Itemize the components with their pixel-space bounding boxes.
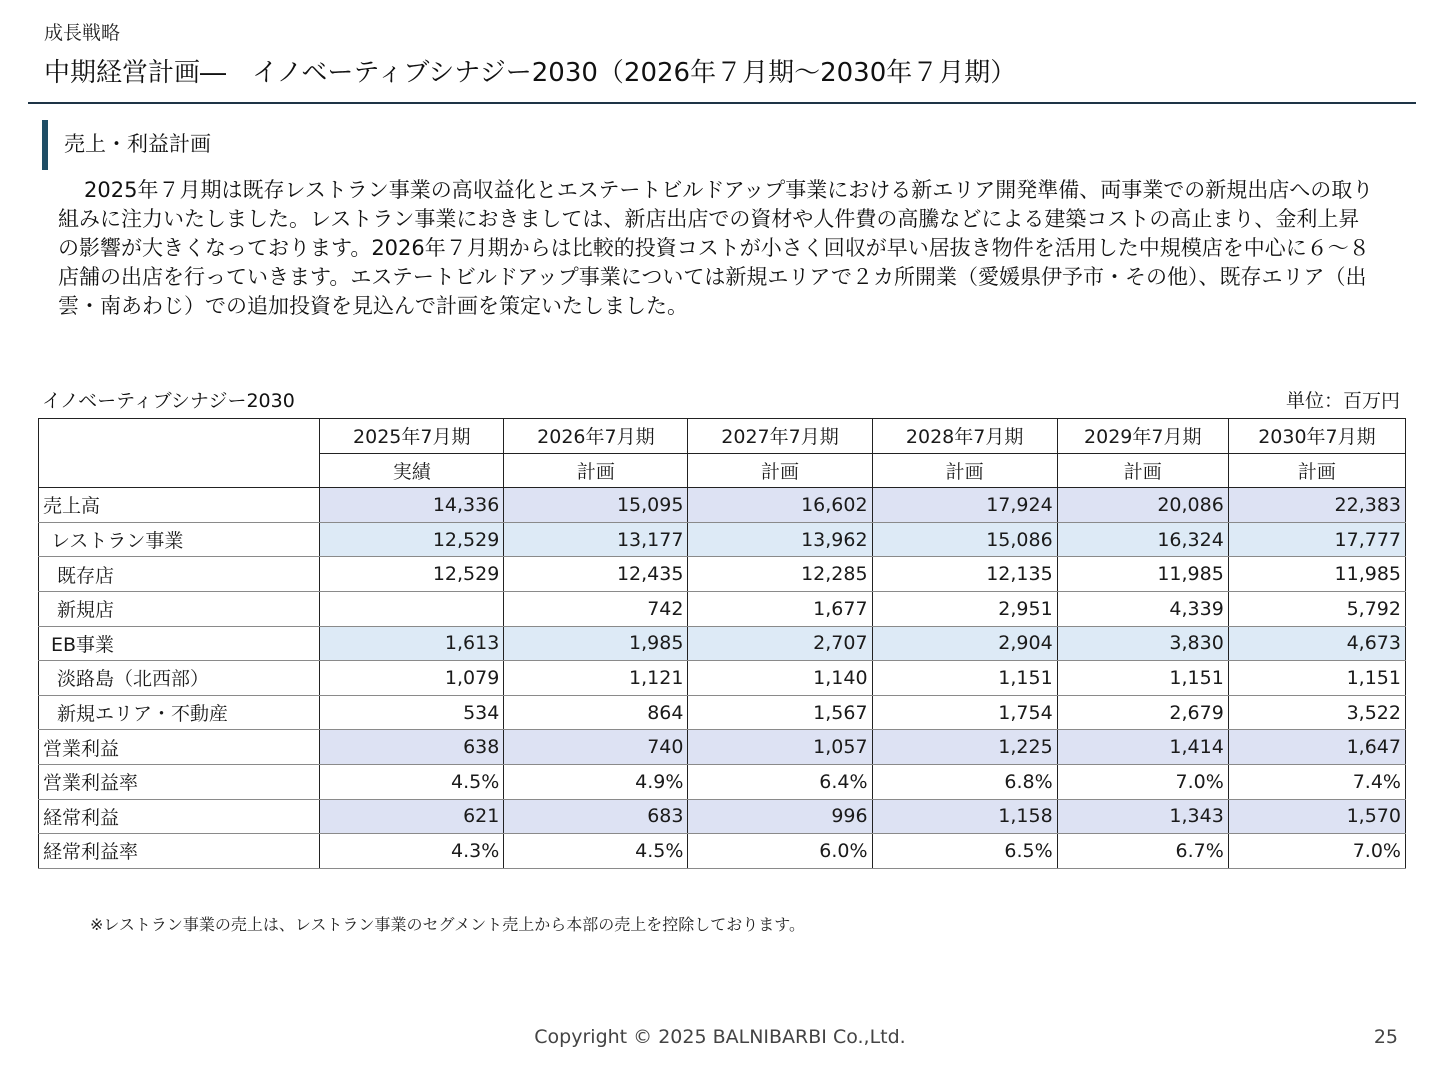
table-cell: 1,570	[1228, 799, 1405, 834]
section-paragraph	[58, 176, 1378, 321]
row-label: 経常利益率	[39, 834, 320, 869]
table-row	[39, 591, 1406, 626]
section-accent-bar	[42, 120, 48, 170]
table-cell: 22,383	[1228, 488, 1405, 523]
table-row	[39, 730, 1406, 765]
table-cell: 742	[504, 591, 688, 626]
table-row	[39, 488, 1406, 523]
table-cell: 6.5%	[872, 834, 1057, 869]
table-cell: 6.4%	[688, 764, 872, 799]
table-cell: 1,754	[872, 695, 1057, 730]
row-label: 新規エリア・不動産	[39, 695, 320, 730]
kind-header: 計画	[688, 453, 872, 488]
table-cell: 7.0%	[1057, 764, 1228, 799]
kind-header: 計画	[1057, 453, 1228, 488]
table-cell: 1,414	[1057, 730, 1228, 765]
copyright: Copyright © 2025 BALNIBARBI Co.,Ltd.	[534, 1026, 906, 1048]
table-cell: 2,679	[1057, 695, 1228, 730]
table-cell: 4,673	[1228, 626, 1405, 661]
table-cell: 1,677	[688, 591, 872, 626]
table-cell: 6.0%	[688, 834, 872, 869]
table-cell: 6.7%	[1057, 834, 1228, 869]
table-row	[39, 522, 1406, 557]
table-cell: 4.5%	[320, 764, 504, 799]
table-cell: 6.8%	[872, 764, 1057, 799]
row-label: 既存店	[39, 557, 320, 592]
period-header: 2025年7月期	[320, 419, 504, 454]
table-cell: 7.0%	[1228, 834, 1405, 869]
section-title: 売上・利益計画	[64, 132, 211, 156]
row-label: 売上高	[39, 488, 320, 523]
table-row	[39, 661, 1406, 696]
plan-table	[38, 418, 1406, 869]
table-cell: 1,158	[872, 799, 1057, 834]
table-cell: 1,140	[688, 661, 872, 696]
row-label: 経常利益	[39, 799, 320, 834]
header-category: 成長戦略	[44, 22, 121, 44]
kind-header: 計画	[504, 453, 688, 488]
table-cell: 15,086	[872, 522, 1057, 557]
table-cell: 1,079	[320, 661, 504, 696]
table-cell: 621	[320, 799, 504, 834]
table-cell: 864	[504, 695, 688, 730]
table-cell: 12,435	[504, 557, 688, 592]
table-cell: 1,225	[872, 730, 1057, 765]
row-label: レストラン事業	[39, 522, 320, 557]
kind-header: 計画	[1228, 453, 1405, 488]
table-cell: 4.3%	[320, 834, 504, 869]
table-unit: 単位：百万円	[1285, 390, 1400, 412]
table-cell: 4,339	[1057, 591, 1228, 626]
table-cell: 12,529	[320, 557, 504, 592]
table-cell: 1,151	[1057, 661, 1228, 696]
table-cell: 1,985	[504, 626, 688, 661]
paragraph-text: 2025年７月期は既存レストラン事業の高収益化とエステートビルドアップ事業における新エリア開発準備、両事業での新規出店への取り組みに注力いたしました。レストラン事業におきましては、新店出店での資材や人件費の高騰などによる建築コストの高止まり、金利上昇の影響が大きくなっております。2026年７月期からは比較的投資コストが小さく回収が早い居抜き物件を活用した中規模店を中心に６～８店舗の出店を行っていきます。エステートビルドアップ事業については新規エリアで２カ所開業（愛媛県伊予市・その他）、既存エリア（出雲・南あわじ）での追加投資を見込んで計画を策定いたしました。	[58, 178, 1374, 318]
period-header-row	[39, 419, 1406, 454]
page-title: 中期経営計画― イノベーティブシナジー2030（2026年７月期～2030年７月期）	[44, 58, 1017, 88]
table-row	[39, 557, 1406, 592]
table-cell: 1,567	[688, 695, 872, 730]
table-cell: 5,792	[1228, 591, 1405, 626]
row-label: EB事業	[39, 626, 320, 661]
table-cell: 1,057	[688, 730, 872, 765]
table-row	[39, 764, 1406, 799]
table-cell: 1,121	[504, 661, 688, 696]
table-cell: 17,777	[1228, 522, 1405, 557]
table-cell: 13,962	[688, 522, 872, 557]
period-header: 2028年7月期	[872, 419, 1057, 454]
table-cell: 3,830	[1057, 626, 1228, 661]
row-label: 営業利益率	[39, 764, 320, 799]
table-cell: 7.4%	[1228, 764, 1405, 799]
table-cell: 1,343	[1057, 799, 1228, 834]
table-cell: 740	[504, 730, 688, 765]
table-cell: 4.5%	[504, 834, 688, 869]
table-row	[39, 626, 1406, 661]
table-cell: 20,086	[1057, 488, 1228, 523]
table-cell: 12,285	[688, 557, 872, 592]
table-cell: 3,522	[1228, 695, 1405, 730]
footnote: ※レストラン事業の売上は、レストラン事業のセグメント売上から本部の売上を控除しております。	[90, 915, 806, 934]
table-cell: 534	[320, 695, 504, 730]
table-cell: 996	[688, 799, 872, 834]
kind-header: 実績	[320, 453, 504, 488]
row-label: 淡路島（北西部）	[39, 661, 320, 696]
period-header: 2030年7月期	[1228, 419, 1405, 454]
table-cell: 14,336	[320, 488, 504, 523]
header-divider	[28, 102, 1416, 104]
table-cell: 16,324	[1057, 522, 1228, 557]
period-header: 2029年7月期	[1057, 419, 1228, 454]
table-cell: 683	[504, 799, 688, 834]
kind-header: 計画	[872, 453, 1057, 488]
table-cell: 1,151	[872, 661, 1057, 696]
corner-cell	[39, 419, 320, 488]
table-cell: 12,529	[320, 522, 504, 557]
table-cell: 12,135	[872, 557, 1057, 592]
table-cell: 1,151	[1228, 661, 1405, 696]
table-cell: 16,602	[688, 488, 872, 523]
table-cell: 2,904	[872, 626, 1057, 661]
table-cell: 4.9%	[504, 764, 688, 799]
table-cell	[320, 591, 504, 626]
table-row	[39, 799, 1406, 834]
table-caption: イノベーティブシナジー2030	[42, 390, 295, 412]
table-cell: 638	[320, 730, 504, 765]
table-cell: 1,613	[320, 626, 504, 661]
table-cell: 11,985	[1228, 557, 1405, 592]
table-cell: 17,924	[872, 488, 1057, 523]
table-cell: 2,707	[688, 626, 872, 661]
table-cell: 1,647	[1228, 730, 1405, 765]
row-label: 新規店	[39, 591, 320, 626]
period-header: 2026年7月期	[504, 419, 688, 454]
table-row	[39, 834, 1406, 869]
table-cell: 11,985	[1057, 557, 1228, 592]
page-number: 25	[1373, 1026, 1398, 1048]
table-cell: 2,951	[872, 591, 1057, 626]
table-cell: 13,177	[504, 522, 688, 557]
period-header: 2027年7月期	[688, 419, 872, 454]
row-label: 営業利益	[39, 730, 320, 765]
table-row	[39, 695, 1406, 730]
table-cell: 15,095	[504, 488, 688, 523]
